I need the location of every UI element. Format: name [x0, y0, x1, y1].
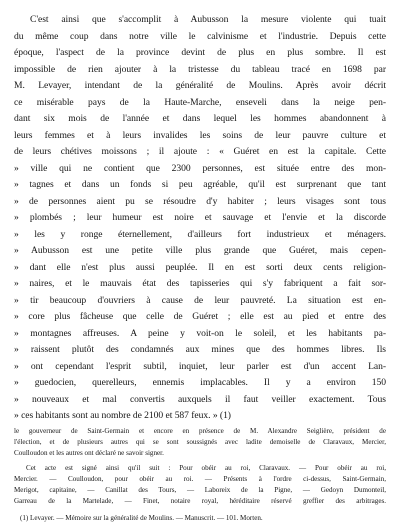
- footnote: [14, 513, 386, 524]
- signature-line: Garreau de la Martelade, — Finet, notaire royal, héréditaire réservé greffier des arbitrages.: [14, 496, 386, 505]
- text-line: » montagnes affreuses. A peine y voit-on le soleil, et les habitants pa-: [14, 327, 386, 339]
- notice-text: [14, 426, 386, 459]
- footnote-line: (1) Levayer. — Mémoire sur la généralité de Moulins. — Manuscrit. — 101. Morten.: [20, 513, 263, 522]
- signature-line: Mercier. — Coulloudon, pour obéir au roi. — Présents à l'ordre ci-dessus, Saint-Germain,: [14, 474, 386, 483]
- text-line: ce misérable pays de la Haute-Marche, enseveli dans la neige pen-: [14, 96, 386, 108]
- text-line: » tagnes et dans un fonds si peu agréable, qu'il est surprenant que tant: [14, 179, 386, 190]
- text-line: époque, l'aspect de la province devint de plus en plus sombre. Il est: [14, 47, 386, 58]
- notice-line: l'élection, et de plusieurs autres qui se sont soussignés avec ladite demoiselle de Claravaux, Mercier,: [14, 437, 386, 446]
- text-line: dant six mois de l'année et dans lequel les hommes abandonnent à: [14, 113, 386, 124]
- text-line: » core plus fâcheuse que celle de Guéret ; elle est au pied et entre des: [14, 311, 386, 322]
- text-line: du même coup dans notre ville le calvinisme et l'industrie. Depuis cette: [14, 30, 386, 42]
- text-line: » les y ronge éternellement, d'ailleurs fort industrieux et ménagers.: [14, 228, 386, 240]
- text-line: M. Levayer, intendant de la généralité de Moulins. Après avoir décrit: [14, 80, 386, 91]
- text-line: » guedocien, querelleurs, ennemis implacables. Il y a environ 150: [14, 377, 386, 388]
- text-line: » naires, et le mauvais état des tapisseries qui s'y fabriquent a fait sor-: [14, 278, 386, 289]
- signature-line: Cet acte est signé ainsi qu'il suit : Pour obéir au roi, Claravaux. — Pour obéir au roi,: [26, 463, 386, 472]
- text-line: » raissent plutôt des condamnés aux mines que des hommes libres. Ils: [14, 344, 386, 355]
- text-line: » ces habitants sont au nombre de 2100 et 587 feux. » (1): [14, 410, 231, 421]
- text-line: » plombés ; leur humeur est noire et sauvage et l'envie et la discorde: [14, 212, 386, 223]
- notice-line: Coulloudon et les autres ont déclaré ne savoir signer.: [14, 448, 164, 457]
- text-line: » Aubusson est une petite ville plus grande que Guéret, mais cepen-: [14, 245, 386, 256]
- signature-line: Merigot, capitaine, — Canillat des Tours, — Laboreix de la Pigne, — Gedoyn Dumonteil,: [14, 485, 386, 494]
- text-line: » ville qui ne contient que 2300 personnes, est située entre des mon-: [14, 162, 386, 174]
- text-line: » nouveaux et mal convertis auxquels il faut veiller exactement. Tous: [14, 393, 386, 405]
- text-line: de leurs chétives moissons ; il ajoute : « Guéret en est la capitale. Cette: [14, 146, 386, 157]
- text-line: » de personnes aient pu se résoudre d'y habiter ; leurs visages sont tous: [14, 195, 386, 207]
- text-line: » tir beaucoup d'ouvriers à cause de leur pauvreté. La situation est en-: [14, 294, 386, 306]
- signature-text: [14, 463, 386, 507]
- main-text: [14, 12, 386, 425]
- text-line: impossible de rien ajouter à la tristesse du tableau tracé en 1698 par: [14, 63, 386, 75]
- text-line: leurs femmes et à leurs invalides les soins de leur pauvre culture et: [14, 129, 386, 141]
- text-line: C'est ainsi que s'accomplit à Aubusson la mesure violente qui tuait: [30, 14, 386, 25]
- notice-line: le gouverneur de Saint-Germain et encore en présence de M. Alexandre Seiglière, président de: [14, 426, 386, 435]
- text-line: » dant elle n'est plus aussi peuplée. Il en est sorti deux cents religion-: [14, 261, 386, 273]
- text-line: » ont cependant l'esprit subtil, inquiet, leur parler est d'un accent Lan-: [14, 360, 386, 372]
